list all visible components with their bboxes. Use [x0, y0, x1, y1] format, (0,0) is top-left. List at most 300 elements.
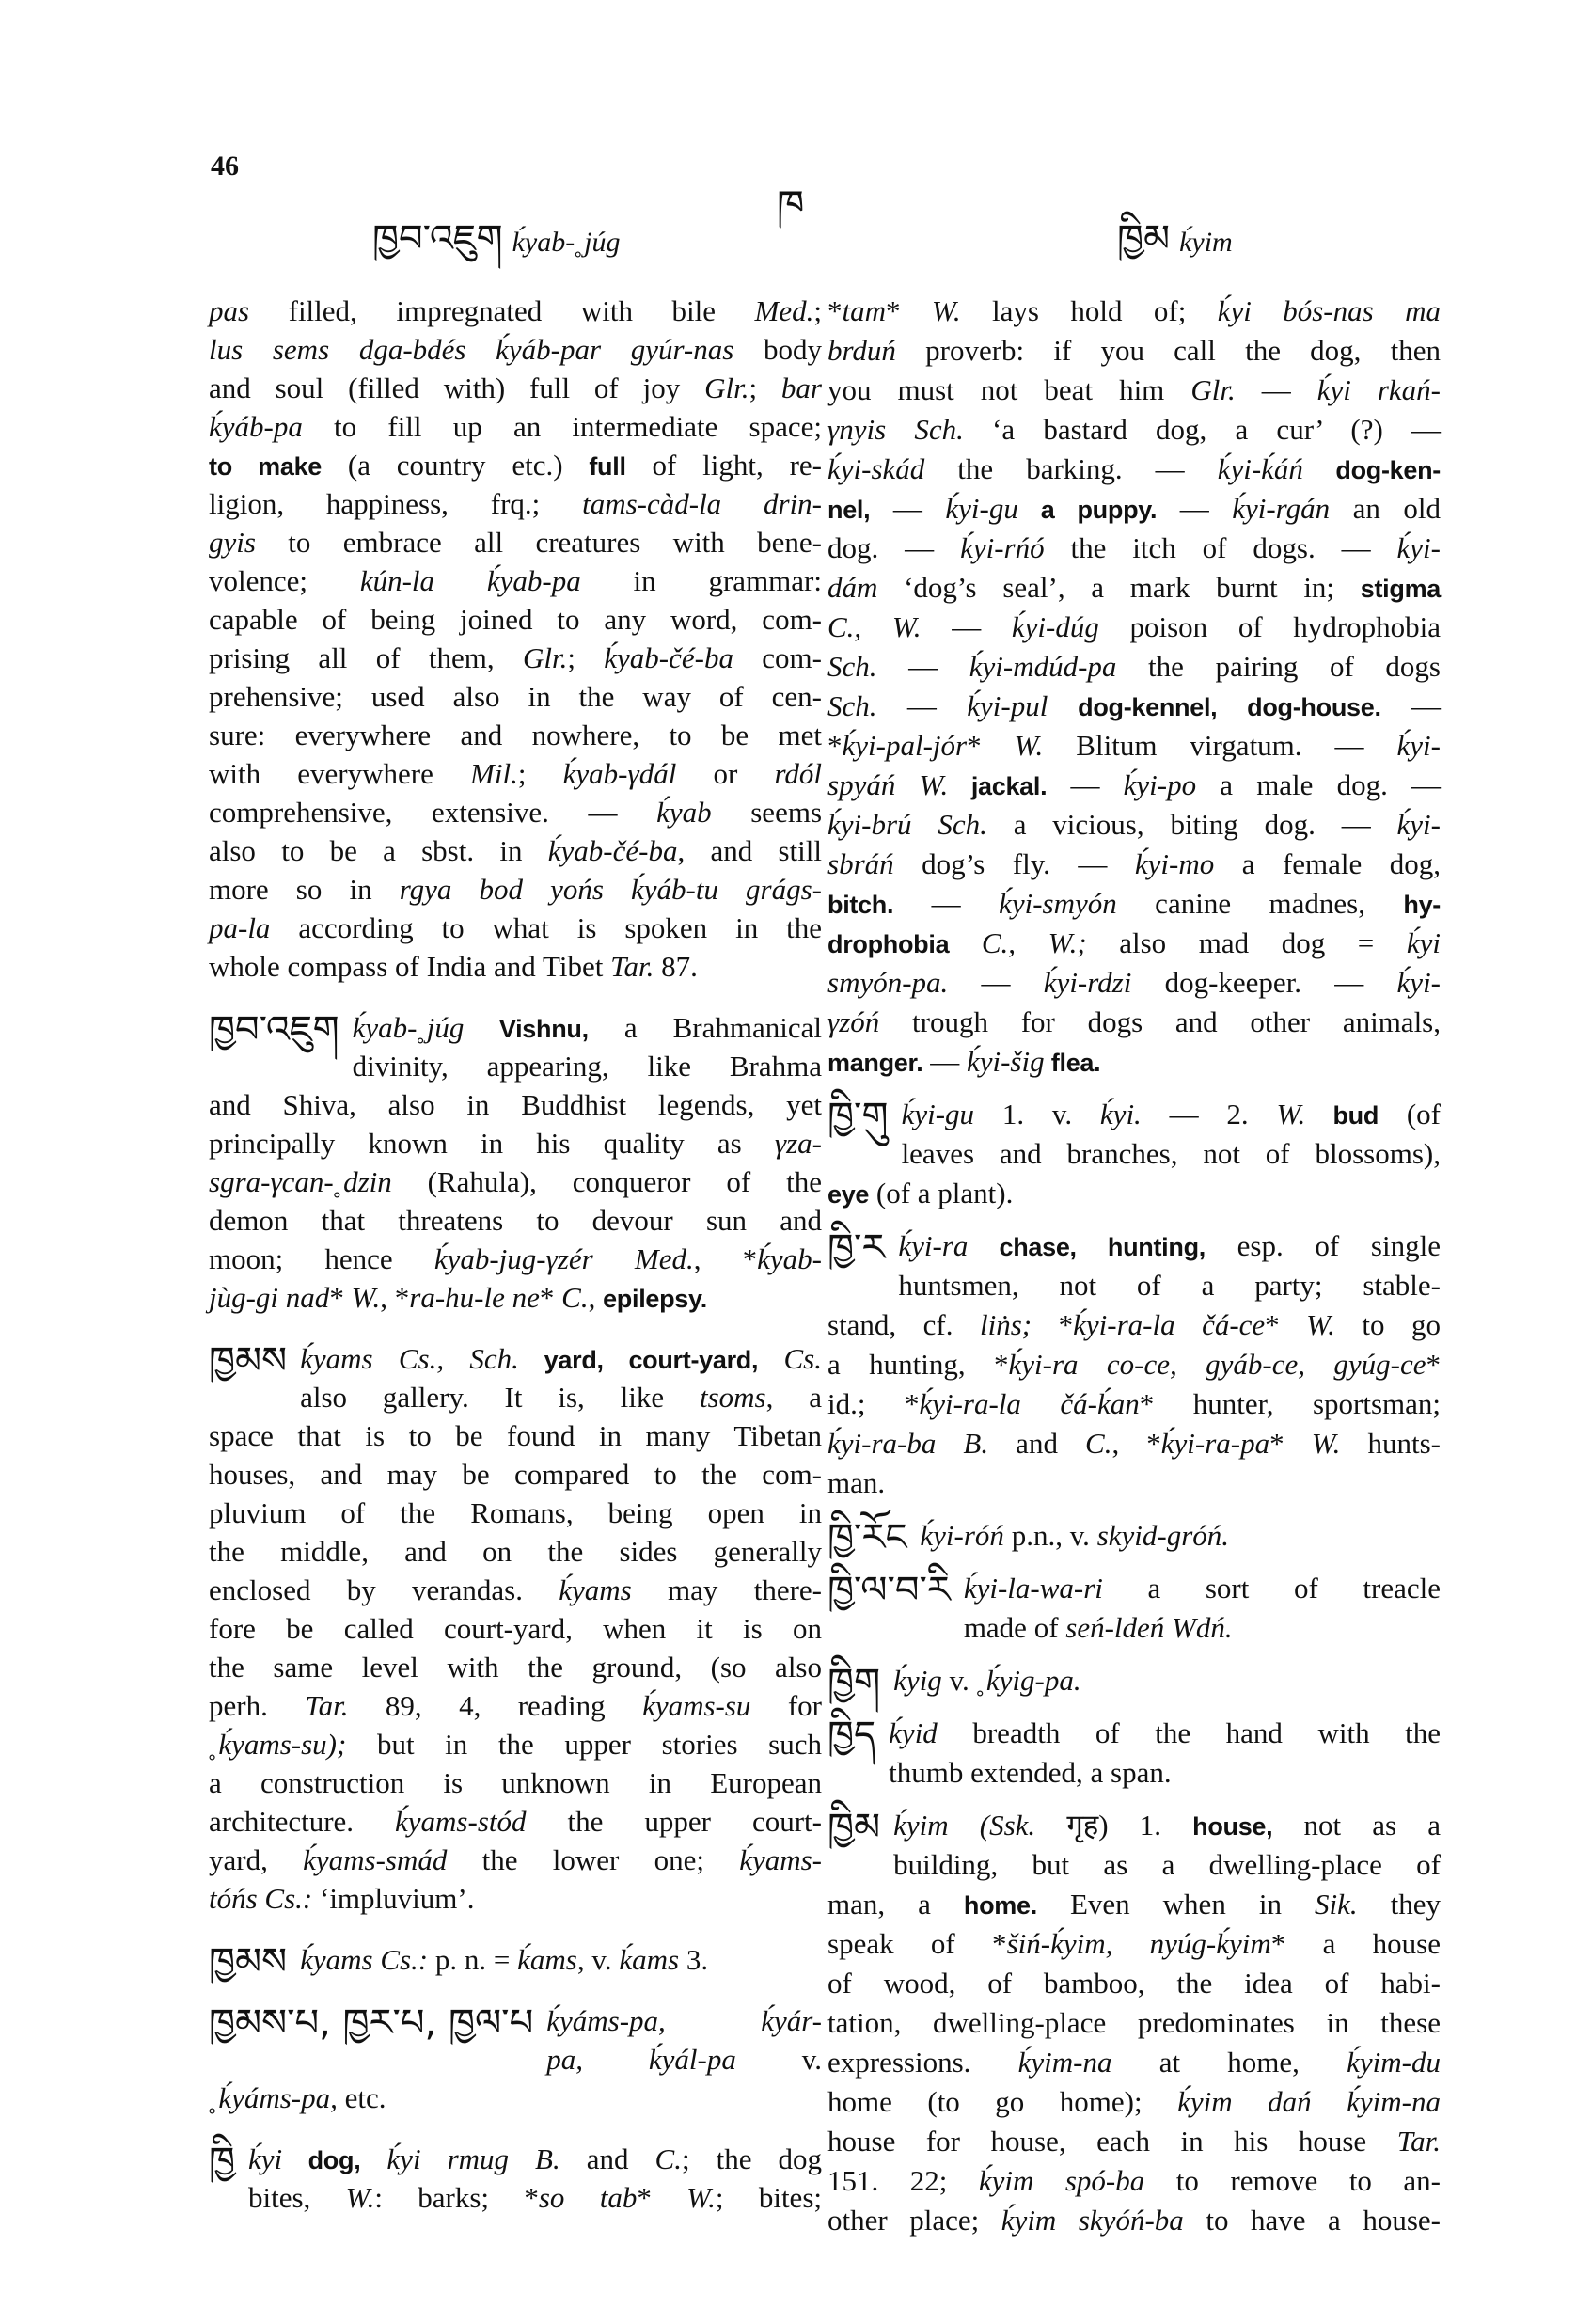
text-line — [209, 1841, 822, 1879]
text: * — [1269, 1427, 1312, 1460]
italic-term: tóńs Cs.: — [209, 1882, 313, 1915]
italic-term: ḱyi- — [1396, 729, 1441, 762]
text: Even when in — [1036, 1888, 1315, 1921]
italic-term: rgya bod yońs ḱyáb-tu grágs- — [399, 873, 823, 906]
text: for — [750, 1689, 822, 1722]
bold-gloss: full — [589, 452, 626, 481]
italic-term: ḱyi-gu — [901, 1098, 975, 1130]
text: , * — [1111, 1427, 1161, 1460]
italic-term: C. — [561, 1281, 589, 1314]
entry-continuation — [827, 292, 1441, 1082]
left-column — [209, 292, 822, 2217]
italic-term: ḱyi-šig — [966, 1045, 1045, 1078]
italic-term: Cs. — [783, 1342, 822, 1375]
italic-term: ḱyig — [893, 1664, 942, 1697]
dictionary-entry — [827, 1095, 1441, 1213]
text: in grammar: — [580, 564, 822, 597]
text-line — [209, 1609, 822, 1648]
text-line — [827, 1424, 1441, 1463]
text: ; — [749, 372, 781, 404]
dictionary-entry — [827, 1806, 1441, 2240]
italic-term: C. — [654, 2142, 682, 2175]
italic-term: Mil. — [470, 757, 518, 790]
text: ; — [813, 294, 822, 327]
italic-term: ḱyi-skád — [827, 452, 925, 485]
text-line — [209, 1494, 822, 1532]
text: * — [967, 729, 1015, 762]
italic-term: rdól — [774, 757, 823, 790]
text-line — [209, 1532, 822, 1571]
text-line — [209, 1571, 822, 1609]
text: : barks; * — [374, 2181, 539, 2214]
text: a male dog. — — [1196, 768, 1442, 801]
text: body — [733, 333, 823, 366]
italic-term: ḱyi- — [1396, 808, 1441, 841]
text: ; — [567, 641, 605, 674]
text: dog’s fly. — — [893, 847, 1135, 880]
italic-term: γnyis Sch. — [827, 413, 964, 446]
text-line — [209, 446, 822, 484]
text: and soul (filled with) full of joy — [209, 372, 705, 404]
text: filled, impregnated with bile — [249, 294, 755, 327]
text: thumb extended, a span. — [889, 1756, 1172, 1789]
text: 3. — [679, 1943, 709, 1976]
dictionary-entry — [827, 1714, 1441, 1793]
headword-tibetan: ཁྱི་ར — [827, 1226, 886, 1270]
text: enclosed by verandas. — [209, 1573, 559, 1606]
italic-term: ḱyim-na — [1017, 2046, 1112, 2079]
text: (a country etc.) — [322, 449, 590, 482]
text: * — [329, 1281, 352, 1314]
text: huntsmen, not of a party; stable- — [898, 1269, 1441, 1302]
text: 1. v. — [974, 1098, 1100, 1130]
dictionary-entry — [827, 1661, 1441, 1704]
italic-term: ḱyi-smyón — [999, 887, 1117, 920]
text-line — [827, 1516, 1441, 1559]
italic-term: ḱyi — [248, 2142, 283, 2175]
text: ‘dog’s seal’, a mark burnt in; — [877, 571, 1361, 604]
italic-term: W. — [1014, 729, 1044, 762]
text-line — [827, 1226, 1441, 1266]
text: hunts- — [1340, 1427, 1442, 1460]
italic-term: ḱyi-ra — [898, 1229, 969, 1262]
text: * — [886, 294, 932, 327]
text: the middle, and on the sides generally — [209, 1535, 822, 1568]
text: man, a — [827, 1888, 964, 1921]
bold-gloss: dog-ken- — [1302, 456, 1441, 484]
bold-gloss: Vishnu, — [464, 1015, 589, 1043]
text: v. — [941, 1664, 977, 1697]
bold-gloss: manger. — [827, 1049, 923, 1077]
text-line — [209, 677, 822, 716]
text-line — [827, 1134, 1441, 1174]
text-line — [827, 1964, 1441, 2003]
headword-tibetan: ཁྱབ་འཇུག — [209, 1008, 339, 1051]
text: * hunter, sportsman; — [1139, 1387, 1441, 1420]
text-line — [827, 1003, 1441, 1042]
text: etc. — [337, 2081, 386, 2114]
text-line — [827, 1714, 1441, 1753]
text-line — [209, 1940, 822, 1984]
running-head-left-latin: ḱyab-˳júg — [512, 227, 621, 258]
text: , a — [765, 1381, 822, 1414]
text-line — [209, 1725, 822, 1763]
running-head-right-tibetan: ཁྱིམ — [1117, 217, 1171, 261]
text: of light, re- — [625, 449, 822, 482]
text: moon; hence — [209, 1242, 434, 1275]
text: — — [921, 610, 1012, 643]
italic-term: ḱyi-mo — [1134, 847, 1215, 880]
bold-gloss: dog, — [282, 2146, 361, 2174]
text-line — [209, 2079, 822, 2117]
text-line — [827, 1042, 1441, 1082]
text: a sort of treacle — [1102, 1572, 1441, 1605]
bold-gloss: epilepsy. — [603, 1285, 707, 1313]
text: divinity, appearing, like Brahma — [352, 1050, 822, 1083]
text: गृह) 1. — [1035, 1809, 1193, 1842]
text-line — [209, 1455, 822, 1494]
italic-term: šiń-ḱyim, nyúg-ḱyim — [1006, 1927, 1271, 1960]
text: canine madnes, — [1116, 887, 1404, 920]
dictionary-entry — [209, 2001, 822, 2117]
text: seems — [711, 796, 823, 829]
text: prising all of them, — [209, 641, 523, 674]
text: not as a — [1272, 1809, 1441, 1842]
text: and Shiva, also in Buddhist legends, yet — [209, 1088, 822, 1121]
italic-term: ḱyams-stód — [395, 1805, 527, 1838]
text-line — [209, 1648, 822, 1686]
running-head-left-tibetan: ཁྱབ་འཇུག — [372, 217, 503, 261]
text: you must not beat him — [827, 373, 1191, 406]
text: (Rahula), conqueror of the — [391, 1165, 822, 1198]
text-line — [827, 2003, 1441, 2043]
text-line — [827, 1924, 1441, 1964]
text: yard, — [209, 1843, 304, 1876]
italic-term: ḱyams Cs.: — [300, 1943, 429, 1976]
italic-term: ḱyi-pal-jór — [842, 729, 968, 762]
text-line — [209, 2140, 822, 2178]
text: a vicious, biting dog. — — [986, 808, 1397, 841]
text: the itch of dogs. — — [1044, 531, 1397, 564]
text: , * — [693, 1242, 758, 1275]
text: but in the upper stories such — [346, 1728, 822, 1761]
text-line — [209, 1763, 822, 1802]
italic-term: ḱyi rkań- — [1316, 373, 1442, 406]
italic-term: Glr. — [1190, 373, 1236, 406]
italic-term: brduń — [827, 334, 896, 367]
text — [758, 1342, 783, 1375]
italic-term: γzóń — [827, 1005, 880, 1038]
text: to fill up an intermediate space; — [302, 410, 822, 443]
italic-term: ḱyid — [889, 1716, 938, 1749]
text: (of a plant). — [869, 1177, 1014, 1209]
italic-term: ˳ḱyams-su); — [209, 1728, 347, 1761]
text: the barking. — — [924, 452, 1218, 485]
text: * — [827, 729, 843, 762]
text: * a house — [1270, 1927, 1441, 1960]
italic-term: seń-ldeń Wdń. — [1065, 1611, 1233, 1644]
italic-term: ḱyi — [1406, 926, 1441, 959]
text: architecture. — [209, 1805, 396, 1838]
text: capable of being joined to any word, com- — [209, 603, 822, 636]
text-line — [209, 1085, 822, 1124]
running-head-right — [1117, 196, 1233, 302]
text: lays hold of; — [960, 294, 1218, 327]
text-line — [827, 2201, 1441, 2240]
italic-term: γza- — [774, 1127, 822, 1160]
text: — — [1047, 768, 1124, 801]
text: a construction is unknown in European — [209, 1766, 822, 1799]
italic-term: ḱyi- — [1396, 966, 1442, 999]
italic-term: ḱyim-du — [1347, 2046, 1441, 2079]
italic-term: Med. — [754, 294, 814, 327]
text-line — [827, 1384, 1441, 1424]
text-line — [827, 1095, 1441, 1134]
italic-term: ḱyáms-pa, ḱyár- — [546, 2004, 822, 2037]
text-line — [827, 489, 1441, 529]
text: made of — [963, 1611, 1066, 1644]
text: perh. — [209, 1689, 306, 1722]
text: ‘impluvium’. — [312, 1882, 475, 1915]
text: stand, cf. — [827, 1308, 980, 1341]
text: dog. — — [827, 531, 961, 564]
italic-term: ḱyi-po — [1123, 768, 1197, 801]
text-line — [209, 1278, 822, 1317]
text: principally known in his quality as — [209, 1127, 775, 1160]
text-line — [209, 600, 822, 639]
italic-term: ra-hu-le ne — [409, 1281, 540, 1314]
italic-term: ḱams — [517, 1943, 577, 1976]
text-line — [209, 1201, 822, 1240]
right-column — [827, 292, 1441, 2240]
italic-term: Tar. — [305, 1689, 349, 1722]
text: * — [539, 1281, 562, 1314]
text-line — [827, 1345, 1441, 1384]
dictionary-entry — [209, 2140, 822, 2217]
italic-term: W. — [686, 2181, 716, 2214]
italic-term: ḱyi rmug B. — [386, 2142, 560, 2175]
italic-term: Tar. — [610, 950, 654, 983]
italic-term: ḱyim (Ssk. — [893, 1809, 1036, 1842]
text: bites, — [248, 2181, 346, 2214]
text: * — [827, 294, 843, 327]
text: 87. — [654, 950, 698, 983]
text: may there- — [631, 1573, 822, 1606]
italic-term: Sch. — [827, 650, 877, 683]
italic-term: Glr. — [522, 641, 568, 674]
italic-term: ḱyi-ra-pa — [1160, 1427, 1270, 1460]
text: building, but as a dwelling-place of — [893, 1848, 1441, 1881]
text: — — [1235, 373, 1317, 406]
italic-term: ḱams — [619, 1943, 680, 1976]
text-line — [827, 371, 1441, 410]
text: at home, — [1111, 2046, 1347, 2079]
text: — — [876, 689, 968, 722]
text: ; the dog — [681, 2142, 822, 2175]
text: whole compass of India and Tibet — [209, 950, 611, 983]
headword-tibetan: ཁྱམས་པ, ཁྱར་པ, ཁྱལ་པ — [209, 2001, 534, 2045]
italic-term: ḱyi-pul — [967, 689, 1048, 722]
text-line — [827, 2161, 1441, 2201]
italic-term: ḱyab — [656, 796, 712, 829]
italic-term: jùg-gi nad — [209, 1281, 330, 1314]
text-line — [209, 1879, 822, 1918]
text: the upper court- — [526, 1805, 822, 1838]
text: pluvium of the Romans, being open in — [209, 1496, 822, 1529]
text-line — [827, 647, 1441, 687]
section-letter: ཁ — [777, 182, 805, 228]
text-line — [827, 1174, 1441, 1213]
text: or — [676, 757, 775, 790]
italic-term: Sch. — [827, 689, 877, 722]
text: ; — [517, 757, 563, 790]
italic-term: ḱyab-čé-ba — [547, 834, 678, 867]
italic-term: ḱyab-čé-ba — [604, 641, 733, 674]
italic-term: W. — [345, 2181, 375, 2214]
bold-gloss: stigma — [1360, 575, 1441, 603]
italic-term: ḱyi-ra-la čá-ḱan — [919, 1387, 1140, 1420]
text: with everywhere — [209, 757, 471, 790]
text: a Brahmanical — [588, 1011, 822, 1044]
text: home (to go home); — [827, 2085, 1178, 2118]
italic-term: lus sems dga-bdés ḱyáb-par gyúr-nas — [209, 333, 734, 366]
italic-term: kún-la ḱyab-pa — [359, 564, 581, 597]
text-line — [827, 1806, 1441, 1845]
text: a female dog, — [1214, 847, 1441, 880]
italic-term: W. — [351, 1281, 381, 1314]
text-line — [827, 331, 1441, 371]
italic-term: ḱyams- — [739, 1843, 822, 1876]
bold-gloss: eye — [827, 1180, 870, 1209]
text: they — [1357, 1888, 1441, 1921]
italic-term: ḱyi-la-wa-ri — [963, 1572, 1103, 1605]
italic-term: ḱyim skyóń-ba — [1001, 2204, 1184, 2237]
text-line — [209, 1162, 822, 1201]
text-line — [209, 1378, 822, 1416]
text-line — [827, 1305, 1441, 1345]
text: v. — [735, 2043, 822, 2076]
text: volence; — [209, 564, 360, 597]
text: id.; * — [827, 1387, 920, 1420]
text — [360, 2142, 386, 2175]
italic-term: ḱyab-˳júg — [352, 1011, 465, 1044]
italic-term: Glr. — [704, 372, 749, 404]
italic-term: tsoms — [699, 1381, 766, 1414]
text-line — [209, 1416, 822, 1455]
text-line — [209, 523, 822, 561]
text: — — [948, 966, 1044, 999]
italic-term: tam — [842, 294, 886, 327]
text-line — [827, 726, 1441, 766]
text: * — [1426, 1348, 1441, 1381]
bold-gloss: home. — [963, 1891, 1037, 1920]
bold-gloss: hy- — [1403, 891, 1441, 919]
headword-tibetan: ཁྱི་རོང — [827, 1516, 907, 1559]
text: comprehensive, extensive. — — [209, 796, 657, 829]
text-line — [827, 1845, 1441, 1885]
italic-term: ḱyi-ra co-ce, gyáb-ce, gyúg-ce — [1008, 1348, 1426, 1381]
italic-term: gyis — [209, 526, 256, 559]
text: fore be called court-yard, when it is on — [209, 1612, 822, 1645]
italic-term: ḱyi-róń — [920, 1519, 1004, 1552]
headword-tibetan: ཁྱིད — [827, 1714, 876, 1757]
text: the pairing of dogs — [1116, 650, 1441, 683]
text: other place; — [827, 2204, 1001, 2237]
text: man. — [827, 1466, 886, 1499]
italic-term: ḱyi- — [1396, 531, 1441, 564]
text-line — [827, 766, 1441, 805]
italic-term: ḱyi. — [1099, 1098, 1142, 1130]
italic-term: ḱyi-rdzi — [1043, 966, 1132, 999]
headword-tibetan: ཁྱི — [209, 2140, 235, 2183]
headword-tibetan: ཁྱམས — [209, 1339, 288, 1383]
headword-tibetan: ཁྱམས — [209, 1940, 288, 1984]
text: — — [1380, 689, 1442, 722]
text: breadth of the hand with the — [937, 1716, 1441, 1749]
italic-term: sgra-γcan-˳dzin — [209, 1165, 392, 1198]
bold-gloss: bud — [1305, 1101, 1379, 1130]
running-head-left — [372, 196, 621, 302]
text: demon that threatens to devour sun and — [209, 1204, 822, 1237]
text-line — [827, 1661, 1441, 1704]
text: and — [988, 1427, 1086, 1460]
text: p. n. = — [428, 1943, 518, 1976]
text: dog-keeper. — — [1131, 966, 1397, 999]
text-line — [827, 1463, 1441, 1503]
italic-term: ˳ḱyáms-pa, — [209, 2081, 338, 2114]
text-line — [827, 805, 1441, 845]
text: — — [876, 650, 969, 683]
italic-term: smyón-pa. — [827, 966, 949, 999]
text: to have a house- — [1183, 2204, 1441, 2237]
italic-term: ḱyáb-pa — [209, 410, 303, 443]
text-line — [209, 330, 822, 369]
italic-term: pa-la — [209, 911, 271, 944]
italic-term: spyáń W. — [827, 768, 949, 801]
dictionary-entry — [827, 1516, 1441, 1559]
text: com- — [733, 641, 822, 674]
text: to remove to an- — [1144, 2164, 1442, 2197]
bold-gloss: chase, hunting, — [968, 1233, 1206, 1261]
text: to embrace all creatures with bene- — [255, 526, 822, 559]
text: expressions. — [827, 2046, 1018, 2079]
italic-term: ḱyi-dúg — [1011, 610, 1099, 643]
italic-term: W. — [1276, 1098, 1306, 1130]
text-line — [209, 1802, 822, 1841]
headword-tibetan: ཁྱི་ལ་བ་རི — [827, 1569, 951, 1612]
text-line — [827, 450, 1441, 489]
text-line — [209, 1240, 822, 1278]
italic-term: ḱyi-ra-la čá-ce — [1073, 1308, 1266, 1341]
text: esp. of single — [1205, 1229, 1441, 1262]
text-line — [209, 909, 822, 947]
text-line — [827, 1885, 1441, 1924]
text: also to be a sbst. in — [209, 834, 548, 867]
text-line — [827, 963, 1441, 1003]
bold-gloss: house, — [1192, 1812, 1273, 1841]
text-line — [209, 484, 822, 523]
italic-term: ḱyi-ḱáń — [1217, 452, 1303, 485]
italic-term: ḱyab- — [757, 1242, 822, 1275]
text-line — [209, 831, 822, 870]
text: * — [1265, 1308, 1307, 1341]
text: leaves and branches, not of blossoms), — [901, 1137, 1441, 1170]
text: * — [1032, 1308, 1074, 1341]
text: — — [893, 887, 1000, 920]
bold-gloss: dog-kennel, dog-house. — [1048, 693, 1381, 721]
text-line — [209, 947, 822, 986]
text-line — [827, 1266, 1441, 1305]
